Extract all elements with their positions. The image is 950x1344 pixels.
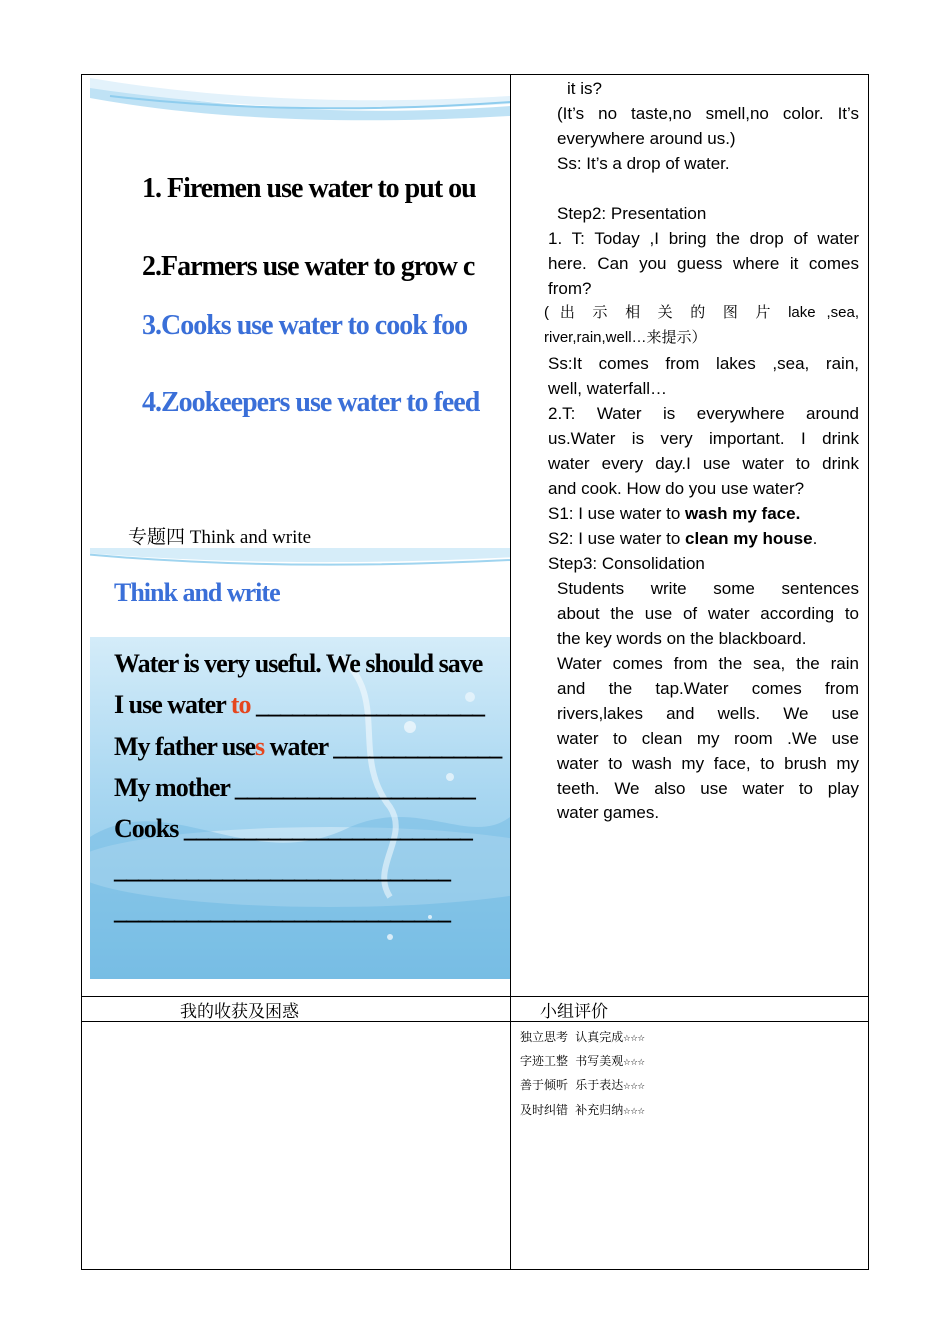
wave-banner bbox=[90, 76, 510, 136]
lesson-text-p6b: well, waterfall… bbox=[548, 379, 668, 398]
write-line-5: Cooks ________________________ bbox=[114, 814, 472, 843]
write-line-4: My mother ____________________ bbox=[114, 773, 475, 802]
student-answer-1 bbox=[548, 501, 800, 526]
consolidation-line-1: Students write some sentences bbox=[557, 579, 859, 598]
consolidation-line-10: water games. bbox=[557, 803, 660, 822]
lesson-text-p5b: river,rain,well…来提示） bbox=[544, 329, 707, 346]
write-line-2-text: I use water bbox=[114, 690, 231, 719]
gains-and-doubts-header: 我的收获及困惑 bbox=[180, 1002, 299, 1021]
highlight-to: to bbox=[230, 690, 251, 719]
lesson-text-p4a: 1. T: Today ,I bring the drop of water bbox=[548, 229, 859, 248]
water-splash-image bbox=[90, 637, 510, 979]
lesson-text-p4c: from? bbox=[548, 279, 592, 298]
student-answer-2-period: . bbox=[812, 529, 818, 548]
student-answer-1-prefix: S1: I use water to bbox=[548, 504, 686, 523]
student-answer-2-bold: clean my house bbox=[685, 529, 813, 548]
lesson-text-p7b: us.Water is very important. I drink bbox=[548, 429, 859, 448]
slide-line-1: 1. Firemen use water to put ou bbox=[142, 173, 476, 204]
write-line-7: ____________________________ bbox=[114, 896, 450, 925]
lesson-text-p7d: and cook. How do you use water? bbox=[548, 479, 805, 498]
write-line-1: Water is very useful. We should save bbox=[114, 649, 483, 678]
consolidation-line-4: Water comes from the sea, the rain bbox=[557, 654, 859, 673]
criteria-3: 善于倾听 乐于表达☆☆☆ bbox=[520, 1078, 645, 1092]
write-line-2-blank: ___________________ bbox=[250, 690, 484, 719]
lesson-text-p3: Ss: It’s a drop of water. bbox=[557, 154, 730, 173]
student-answer-1-bold: wash my face. bbox=[685, 504, 801, 523]
write-line-2 bbox=[114, 690, 484, 720]
group-evaluation-header: 小组评价 bbox=[540, 1002, 608, 1021]
step3-heading: Step3: Consolidation bbox=[548, 554, 705, 573]
table-column-divider bbox=[510, 74, 511, 1270]
write-line-6: ____________________________ bbox=[114, 855, 450, 884]
slide-water-uses bbox=[90, 76, 510, 456]
consolidation-line-3: the key words on the blackboard. bbox=[557, 629, 807, 648]
consolidation-line-8: water to wash my face, to brush my bbox=[557, 754, 859, 773]
table-border-left bbox=[81, 74, 82, 1270]
slide-line-2: 2.Farmers use water to grow c bbox=[142, 251, 475, 282]
table-border-bottom bbox=[81, 1269, 869, 1270]
write-line-3 bbox=[114, 732, 501, 762]
consolidation-line-9: teeth. We also use water to play bbox=[557, 779, 859, 798]
consolidation-line-5: and the tap.Water comes from bbox=[557, 679, 859, 698]
consolidation-line-2: about the use of water according to bbox=[557, 604, 859, 623]
consolidation-line-6: rivers,lakes and wells. We use bbox=[557, 704, 859, 723]
lesson-text-p6a: Ss:It comes from lakes ,sea, rain, bbox=[548, 354, 859, 373]
section-caption: 专题四 Think and write bbox=[128, 527, 312, 548]
criteria-4: 及时纠错 补充归纳☆☆☆ bbox=[520, 1103, 645, 1117]
criteria-1: 独立思考 认真完成☆☆☆ bbox=[520, 1030, 645, 1044]
table-border-top bbox=[81, 74, 869, 75]
lesson-text-p7c: water every day.I use water to drink bbox=[548, 454, 859, 473]
lesson-text-p2b: everywhere around us.) bbox=[557, 129, 736, 148]
highlight-s: s bbox=[255, 732, 265, 761]
slide-think-and-write bbox=[90, 548, 510, 979]
student-answer-2 bbox=[548, 526, 817, 551]
table-border-right bbox=[868, 74, 869, 1270]
criteria-2: 字迹工整 书写美观☆☆☆ bbox=[520, 1054, 645, 1068]
water-background-panel bbox=[90, 637, 510, 979]
slide-line-4: 4.Zookeepers use water to feed bbox=[142, 387, 480, 418]
write-line-3-text: My father use bbox=[114, 732, 256, 761]
lesson-text-p4b: here. Can you guess where it comes bbox=[548, 254, 859, 273]
slide-title: Think and write bbox=[114, 578, 280, 607]
lesson-text-p7a: 2.T: Water is everywhere around bbox=[548, 404, 859, 423]
consolidation-line-7: water to clean my room .We use bbox=[557, 729, 859, 748]
lesson-text-p1: it is? bbox=[567, 79, 602, 98]
table-row-divider-1 bbox=[81, 996, 869, 997]
slide-line-3: 3.Cooks use water to cook foo bbox=[142, 310, 468, 341]
student-answer-2-prefix: S2: I use water to bbox=[548, 529, 686, 548]
write-line-3-blank: water ______________ bbox=[264, 732, 502, 761]
step2-heading: Step2: Presentation bbox=[557, 204, 707, 223]
lesson-text-p5a: ( 出 示 相 关 的 图 片 lake ,sea, bbox=[544, 304, 859, 321]
lesson-text-p2a: (It’s no taste,no smell,no color. It’s bbox=[557, 104, 859, 123]
